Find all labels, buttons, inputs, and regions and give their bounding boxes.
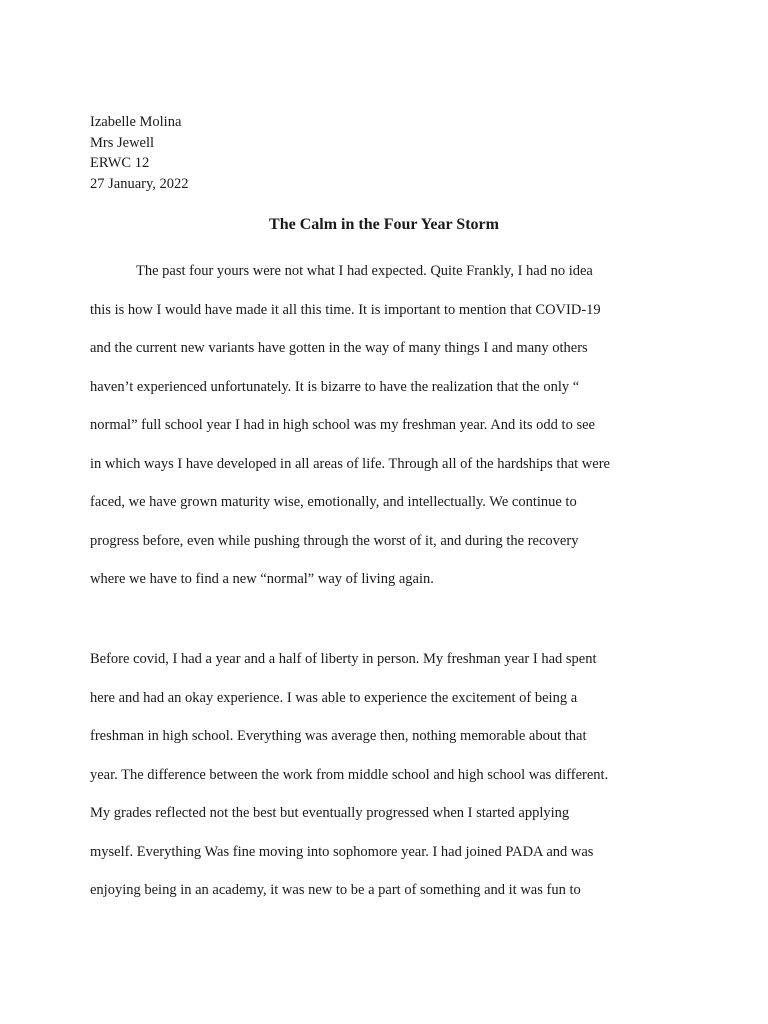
paragraph-2: [90, 640, 608, 910]
paragraph-line: here and had an okay experience. I was able to experience the excitement of being a: [90, 689, 578, 706]
paragraph-line: and the current new variants have gotten in the way of many things I and many others: [90, 340, 588, 356]
course-name: ERWC 12: [90, 155, 150, 171]
paragraph-line: normal” full school year I had in high school was my freshman year. And its odd to see: [90, 417, 595, 433]
paragraph-line: Before covid, I had a year and a half of liberty in person. My freshman year I had spent: [90, 651, 597, 667]
paragraph-1: [90, 252, 610, 599]
essay-date: 27 January, 2022: [90, 175, 189, 192]
paragraph-line: My grades reflected not the best but eventually progressed when I started applying: [90, 805, 570, 821]
paragraph-line: enjoying being in an academy, it was new to be a part of something and it was fun to: [90, 882, 581, 898]
paragraph-line: The past four yours were not what I had expected. Quite Frankly, I had no idea: [136, 263, 593, 279]
teacher-name: Mrs Jewell: [90, 134, 155, 151]
paragraph-line: faced, we have grown maturity wise, emotionally, and intellectually. We continue to: [90, 494, 577, 510]
header-block: [90, 112, 189, 194]
essay-title: The Calm in the Four Year Storm: [269, 216, 499, 233]
paragraph-line: this is how I would have made it all this time. It is important to mention that COVID-19: [90, 301, 601, 318]
paragraph-line: year. The difference between the work from middle school and high school was different.: [90, 766, 609, 783]
paragraph-line: progress before, even while pushing through the worst of it, and during the recovery: [90, 532, 579, 549]
paragraph-line: freshman in high school. Everything was average then, nothing memorable about that: [90, 728, 587, 744]
paragraph-line: in which ways I have developed in all areas of life. Through all of the hardships that were: [90, 455, 610, 472]
paragraph-line: where we have to find a new “normal” way of living again.: [90, 571, 434, 587]
paragraph-line: haven’t experienced unfortunately. It is bizarre to have the realization that the only “: [90, 378, 580, 395]
author-name: Izabelle Molina: [90, 114, 182, 130]
paragraph-line: myself. Everything Was fine moving into sophomore year. I had joined PADA and was: [90, 843, 594, 860]
